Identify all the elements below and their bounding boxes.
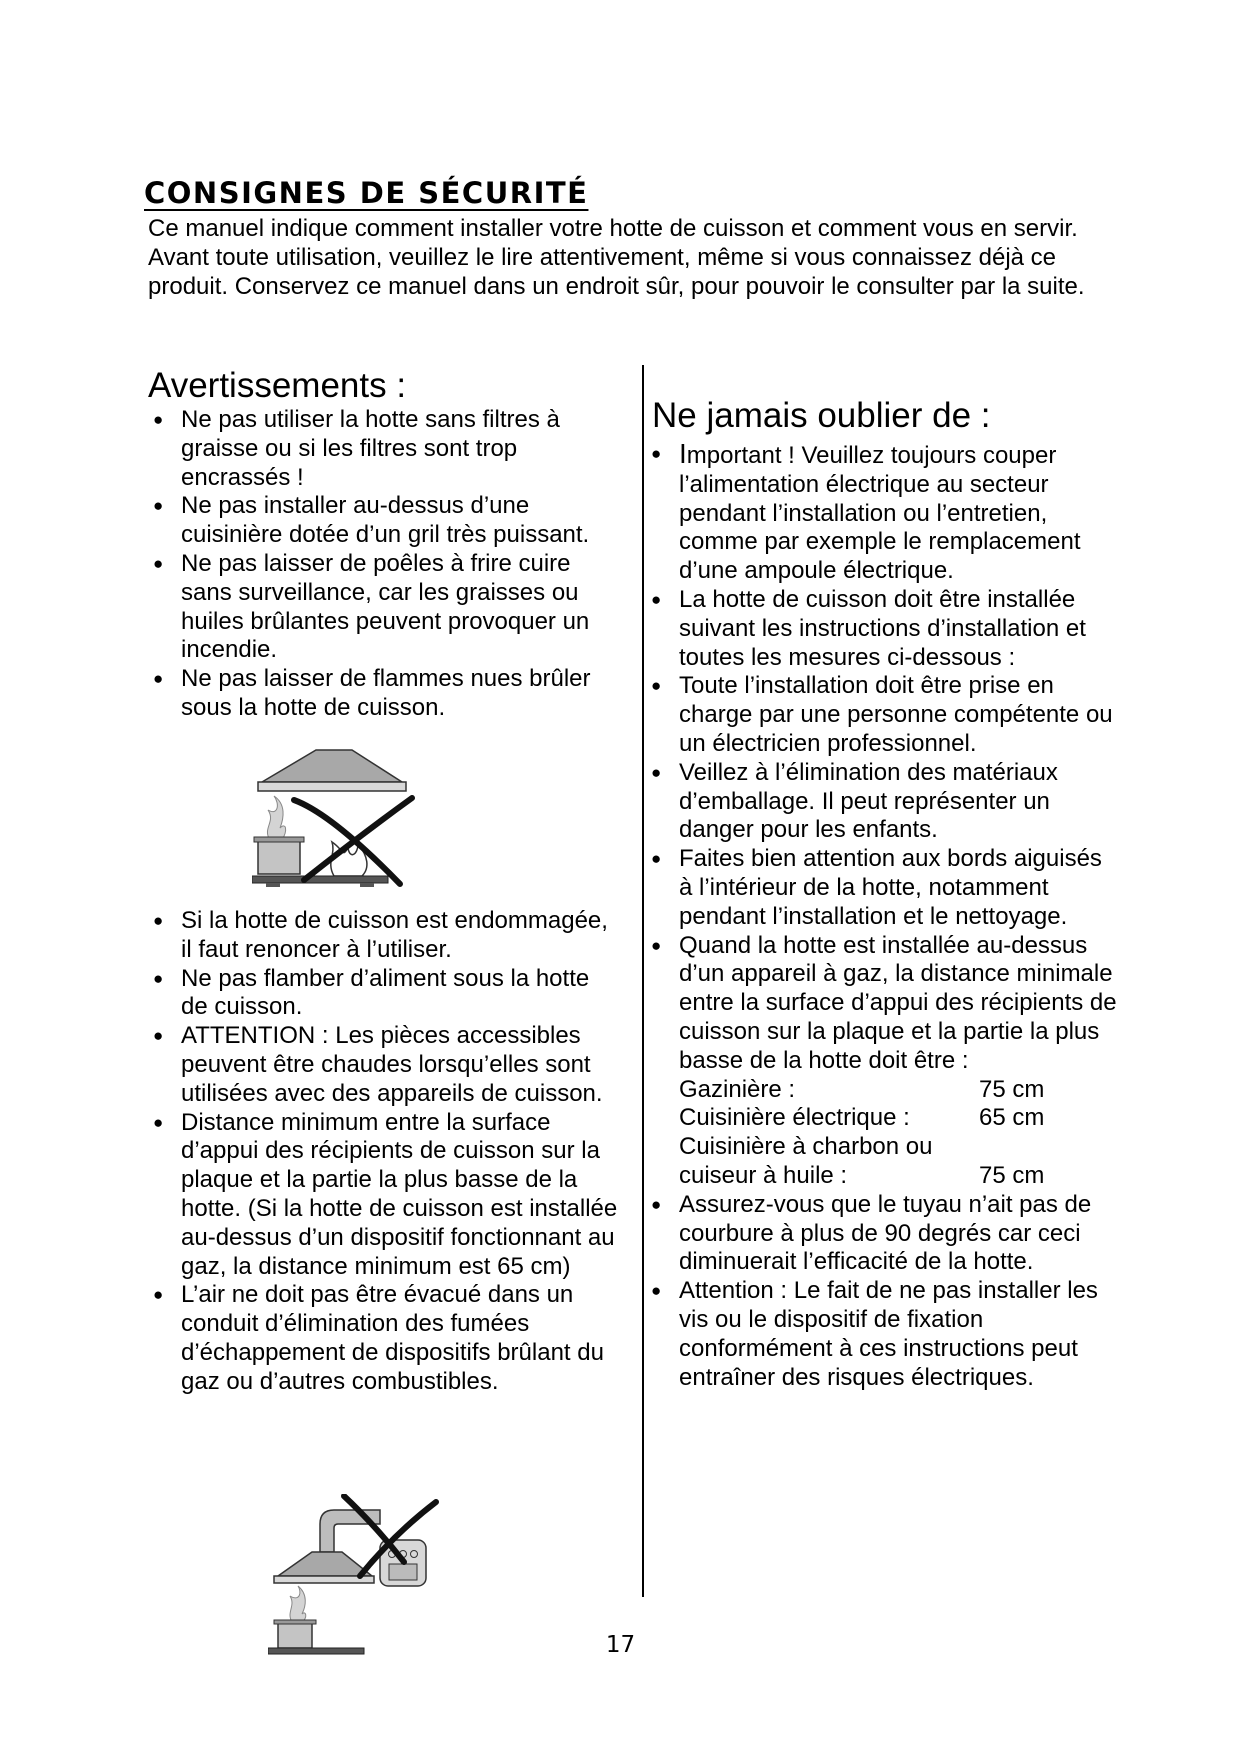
intro-paragraph: Ce manuel indique comment installer votre hotte de cuisson et comment vous en servir. Avant toute utilisation, veuillez le lire attentivement, même si vous connaissez déjà ce produit. Conservez ce manuel dans un endroit sûr, pour pouvoir le consulter par la suite.	[148, 215, 1085, 300]
steam-icon	[290, 1586, 306, 1622]
steam-icon	[267, 796, 285, 840]
warnings-list-2	[152, 907, 622, 1397]
list-item: ● Ne pas laisser de flammes nues brûler sous la hotte de cuisson.	[152, 665, 622, 723]
list-item: ● Ne pas laisser de poêles à frire cuire sans surveillance, car les graisses ou huiles brûlantes peuvent provoquer un incendie.	[152, 550, 622, 665]
page-number: 17	[605, 1632, 636, 1658]
distance-value: 75 cm	[979, 1161, 1045, 1189]
list-item: ● La hotte de cuisson doit être installée suivant les instructions d’installation et toutes les mesures ci-dessous :	[650, 586, 1120, 672]
list-item: ● Veillez à l’élimination des matériaux d’emballage. Il peut représenter un danger pour les enfants.	[650, 759, 1120, 845]
distance-value: 75 cm	[979, 1075, 1045, 1103]
reminders-list	[650, 440, 1120, 1392]
list-item-text: Quand la hotte est installée au-dessus d’un appareil à gaz, la distance minimale entre la surface d’appui des récipients de cuisson sur la plaque et la partie la plus basse de la hotte doit être :	[679, 931, 1117, 1074]
no-open-flame-figure	[252, 744, 432, 904]
range-hood-icon	[258, 750, 406, 791]
distance-value: 65 cm	[979, 1104, 1045, 1132]
reminders-heading: Ne jamais oublier de :	[652, 396, 991, 435]
list-item: ● ATTENTION : Les pièces accessibles peuvent être chaudes lorsqu’elles sont utilisées avec des appareils de cuisson.	[152, 1022, 622, 1108]
table-row	[679, 1104, 1044, 1133]
page-title: CONSIGNES DE SÉCURITÉ	[144, 176, 589, 210]
distance-label: Gazinière :	[679, 1075, 796, 1103]
list-item: ● Attention : Le fait de ne pas installer les vis ou le dispositif de fixation conformément à ces instructions peut entraîner des risques électriques.	[650, 1277, 1120, 1392]
column-divider	[642, 365, 644, 1597]
list-item: ● L’air ne doit pas être évacué dans un conduit d’élimination des fumées d’échappement de dispositifs brûlant du gaz ou d’autres combustibles.	[152, 1281, 622, 1396]
dropcap-letter: I	[679, 438, 687, 469]
list-item: ● Ne pas installer au-dessus d’une cuisinière dotée d’un gril très puissant.	[152, 492, 622, 550]
table-row	[679, 1133, 1044, 1191]
list-item: ● Faites bien attention aux bords aiguisés à l’intérieur de la hotte, notamment pendant l’installation et le nettoyage.	[650, 845, 1120, 931]
list-item: ● Ne pas utiliser la hotte sans filtres à graisse ou si les filtres sont trop encrassés !	[152, 406, 622, 492]
list-item: ● Assurez-vous que le tuyau n’ait pas de courbure à plus de 90 degrés car ceci diminuerait l’efficacité de la hotte.	[650, 1191, 1120, 1277]
list-item-text: mportant ! Veuillez toujours couper l’alimentation électrique au secteur pendant l’installation ou l’entretien, comme par exemple le remplacement d’une ampoule électrique.	[679, 442, 1081, 585]
list-item: ● Distance minimum entre la surface d’appui des récipients de cuisson sur la plaque et la partie la plus basse de la hotte. (Si la hotte de cuisson est installée au-dessus d’un dispositif fonctionnant au gaz, la distance minimum est 65 cm)	[152, 1109, 622, 1282]
warnings-heading: Avertissements :	[148, 366, 407, 405]
cooking-pot-icon	[254, 837, 304, 874]
list-item: ● Ne pas flamber d’aliment sous la hotte de cuisson.	[152, 965, 622, 1023]
cooktop-icon	[252, 876, 388, 887]
list-item: ● Toute l’installation doit être prise en charge par une personne compétente ou un électricien professionnel.	[650, 672, 1120, 758]
distance-label: Cuisinière électrique :	[679, 1104, 910, 1132]
list-item	[650, 440, 1120, 586]
table-row	[679, 1076, 1044, 1105]
exhaust-duct-icon	[320, 1510, 380, 1552]
distance-label: Cuisinière à charbon ou cuiseur à huile :	[679, 1133, 933, 1189]
list-item	[650, 932, 1120, 1191]
distance-table	[679, 1076, 1044, 1191]
list-item: ● Si la hotte de cuisson est endommagée, il faut renoncer à l’utiliser.	[152, 907, 622, 965]
warnings-list-1	[152, 406, 622, 723]
